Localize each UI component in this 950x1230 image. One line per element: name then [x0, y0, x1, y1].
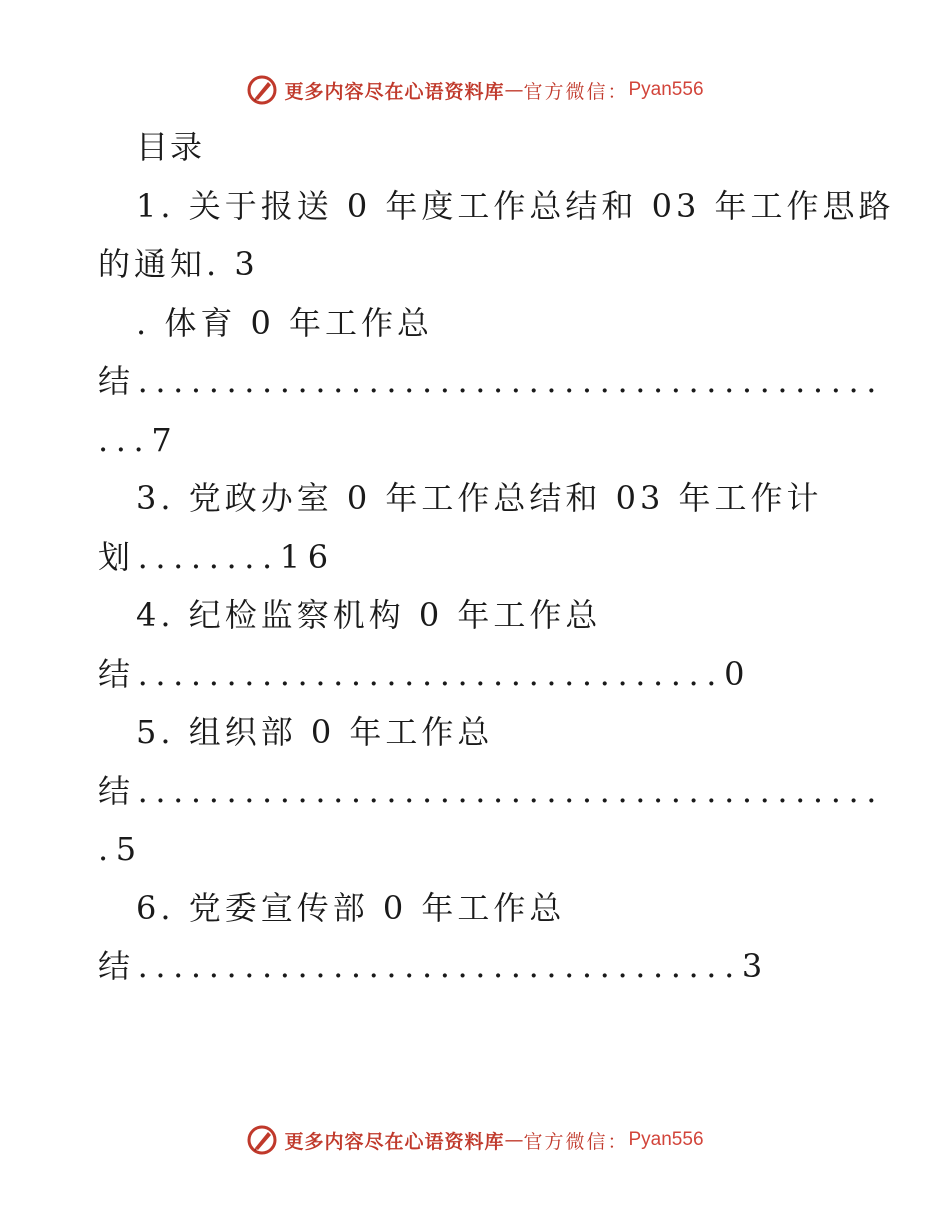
- toc-entry-2-tail-cont: ...7: [98, 420, 180, 459]
- footer-wechat-label: 官方微信：: [523, 1130, 629, 1153]
- header-banner: [0, 70, 950, 110]
- pen-logo-icon: [246, 1124, 278, 1156]
- footer-banner: [0, 1120, 950, 1160]
- toc-entry-3-tail: 划........16: [98, 537, 336, 576]
- toc-entry-2-tail: 结..........................................: [98, 362, 885, 400]
- document-content: [98, 118, 895, 996]
- pen-logo-icon: [246, 74, 278, 106]
- toc-entry-1-heading: 1. 关于报送 0 年度工作总结和 03 年工作思路: [136, 186, 895, 225]
- footer-wechat-id: Pyan556: [628, 1129, 704, 1150]
- footer-separator: —: [504, 1129, 524, 1151]
- toc-entry-4-heading: 4. 纪检监察机构 0 年工作总: [136, 596, 602, 634]
- toc-entry-1-tail: 的通知. 3: [98, 245, 259, 283]
- header-wechat-label: 官方微信：: [523, 80, 629, 103]
- toc-entry-5-tail-cont: .5: [98, 830, 144, 868]
- toc-entry-5-heading: 5. 组织部 0 年工作总: [136, 713, 494, 751]
- footer-brand: 更多内容尽在心语资料库: [284, 1130, 505, 1153]
- toc-entry-3-heading: 3. 党政办室 0 年工作总结和 03 年工作计: [136, 479, 823, 517]
- header-separator: —: [504, 79, 524, 101]
- toc-entry-2-heading: . 体育 0 年工作总: [136, 303, 434, 342]
- header-brand: 更多内容尽在心语资料库: [284, 80, 505, 103]
- toc-entry-6-tail: 结..................................3: [98, 947, 770, 985]
- header-wechat-id: Pyan556: [628, 79, 704, 100]
- toc-entry-4-tail: 结.................................0: [98, 654, 753, 693]
- toc-entry-5-tail: 结..........................................: [98, 771, 885, 810]
- toc-entry-6-heading: 6. 党委宣传部 0 年工作总: [136, 888, 566, 927]
- page-title: 目录: [136, 128, 205, 166]
